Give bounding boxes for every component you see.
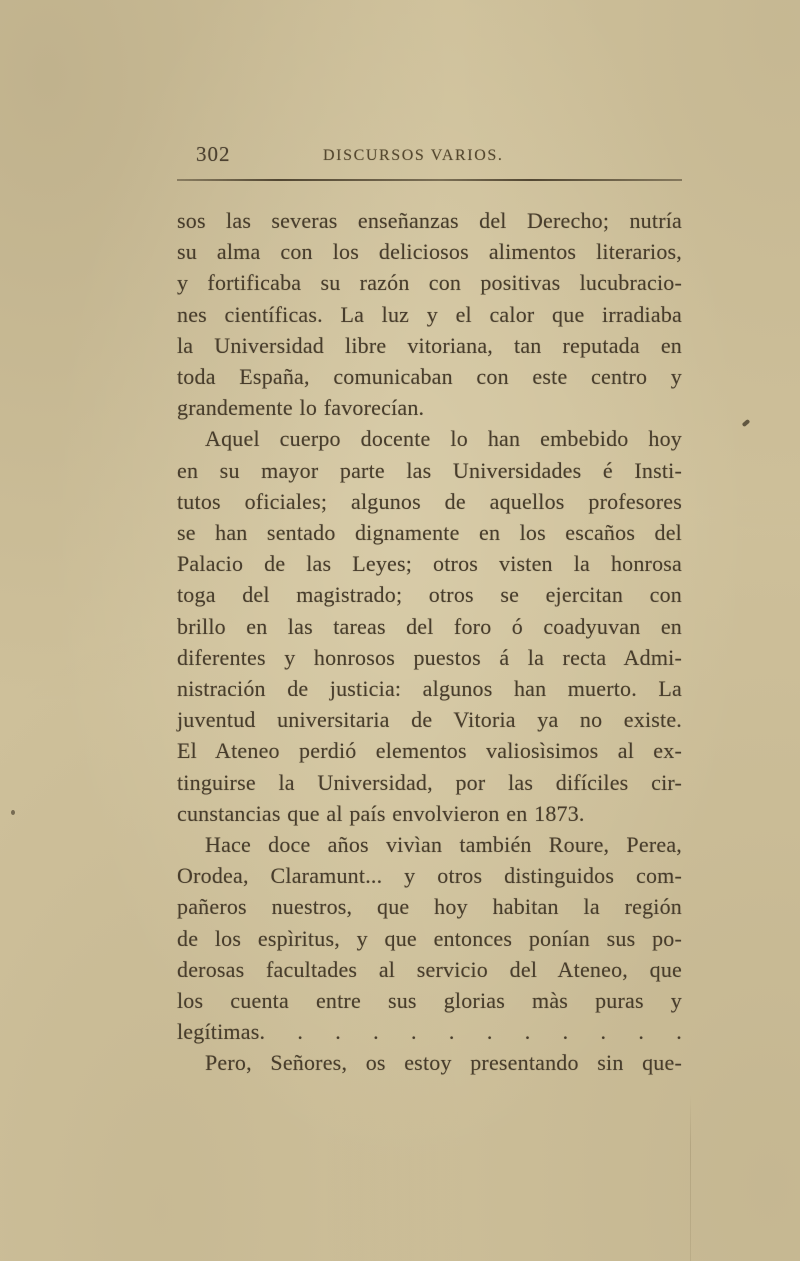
text-line: Orodea, Claramunt... y otros distinguidos com-	[177, 863, 682, 889]
text-line: legítimas. . . . . . . . . . . .	[177, 1019, 682, 1045]
text-line: la Universidad libre vitoriana, tan reputada en	[177, 332, 682, 358]
text-line: se han sentado dignamente en los escaños del	[177, 520, 682, 546]
text-line: toda España, comunicaban con este centro y	[177, 364, 682, 390]
text-line: nistración de justicia: algunos han muerto. La	[177, 676, 682, 702]
running-title: DISCURSOS VARIOS.	[323, 147, 504, 164]
text-line: tutos oficiales; algunos de aquellos profesores	[177, 488, 682, 514]
text-line: cunstancias que al país envolvieron en 1873.	[177, 800, 585, 826]
text-line: diferentes y honrosos puestos á la recta Admi-	[177, 644, 682, 670]
text-line: brillo en las tareas del foro ó coadyuvan en	[177, 613, 682, 639]
page-number: 302	[196, 142, 231, 166]
ink-speck	[11, 810, 15, 815]
text-line: de los espìritus, y que entonces ponían sus po-	[177, 925, 682, 951]
text-line: Palacio de las Leyes; otros visten la honrosa	[177, 551, 682, 577]
text-line: en su mayor parte las Universidades é Insti-	[177, 457, 682, 483]
text-line: Aquel cuerpo docente lo han embebido hoy	[205, 426, 682, 452]
text-line: sos las severas enseñanzas del Derecho; nutría	[177, 208, 682, 233]
text-line: derosas facultades al servicio del Ateneo, que	[177, 956, 682, 982]
text-line: Pero, Señores, os estoy presentando sin que-	[205, 1050, 682, 1076]
ink-speck	[742, 419, 751, 427]
text-line: grandemente lo favorecían.	[177, 395, 425, 421]
text-line: su alma con los deliciosos alimentos literarios,	[177, 239, 682, 265]
text-line: tinguirse la Universidad, por las difíciles cir-	[177, 769, 682, 795]
text-line: El Ateneo perdió elementos valiosìsimos al ex-	[177, 738, 682, 764]
text-line: pañeros nuestros, que hoy habitan la región	[177, 894, 682, 920]
text-line: y fortificaba su razón con positivas lucubracio-	[177, 270, 682, 296]
text-line: toga del magistrado; otros se ejercitan con	[177, 582, 682, 608]
text-line: Hace doce años vivìan también Roure, Perea,	[205, 832, 682, 858]
body-text	[177, 205, 682, 1079]
text-line: nes científicas. La luz y el calor que irradiaba	[177, 301, 682, 327]
header-rule	[177, 179, 682, 181]
fold-crease	[690, 1095, 691, 1261]
text-line: los cuenta entre sus glorias màs puras y	[177, 988, 682, 1014]
text-line: juventud universitaria de Vitoria ya no existe.	[177, 707, 682, 733]
